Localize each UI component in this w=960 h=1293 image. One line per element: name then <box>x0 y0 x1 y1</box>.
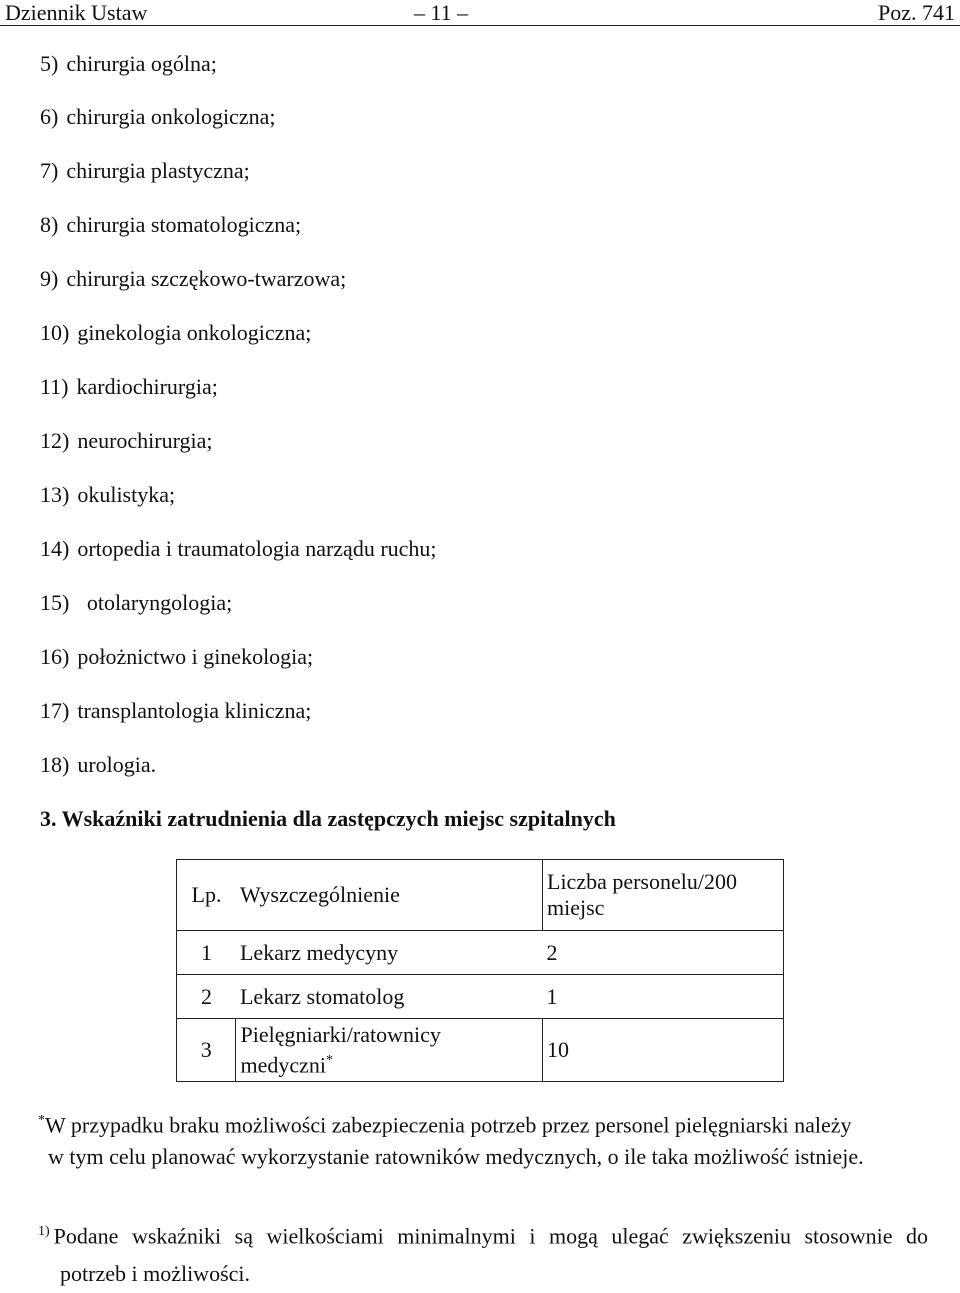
header-lp: Lp. <box>177 860 236 931</box>
list-item: 10) ginekologia onkologiczna; <box>40 320 312 345</box>
header-description: Wyszczególnienie <box>236 860 543 931</box>
cell-value: 2 <box>543 931 784 975</box>
list-item: 5) chirurgia ogólna; <box>40 51 217 76</box>
list-item: 9) chirurgia szczękowo-twarzowa; <box>40 266 347 291</box>
page-header <box>0 0 960 26</box>
numbered-footnote <box>38 1213 928 1293</box>
list-item: 12) neurochirurgia; <box>40 428 213 453</box>
list-item: 11) kardiochirurgia; <box>40 374 218 399</box>
cell-description: Lekarz medycyny <box>236 931 543 975</box>
cell-lp: 1 <box>177 931 236 975</box>
note-line-1: $^{1)}$ Podane wskaźniki są wielkościami minimalnymi i mogą ulegać zwiększeniu stosownie do <box>38 1223 928 1249</box>
list-item: 17) transplantologia kliniczna; <box>40 698 312 723</box>
list-item: 6) chirurgia onkologiczna; <box>40 104 276 129</box>
table-row <box>177 931 784 975</box>
footnote-marker: * <box>326 1052 334 1068</box>
cell-lp: 2 <box>177 975 236 1019</box>
list-item: 18) urologia. <box>40 752 157 777</box>
table-row <box>177 975 784 1019</box>
list-item: 13) okulistyka; <box>40 482 176 507</box>
list-item: 16) położnictwo i ginekologia; <box>40 644 314 669</box>
page-number: – 11 – <box>414 0 469 25</box>
note-line-2: potrzeb i możliwości. <box>60 1261 251 1287</box>
cell-value: 10 <box>543 1019 784 1082</box>
footnote-line-1: *W przypadku braku możliwości zabezpieczenia potrzeb przez personel pielęgniarski należy <box>38 1112 852 1138</box>
header-rule <box>0 25 960 26</box>
list-item: 8) chirurgia stomatologiczna; <box>40 212 302 237</box>
list-item: 14) ortopedia i traumatologia narządu ruchu; <box>40 536 437 561</box>
cell-description <box>236 1019 543 1082</box>
cell-value: 1 <box>543 975 784 1019</box>
table-row <box>177 1019 784 1082</box>
footnote-mark: * <box>38 1113 45 1128</box>
section-title: 3. Wskaźniki zatrudnienia dla zastępczych miejsc szpitalnych <box>40 806 616 831</box>
table-header-row <box>177 860 784 931</box>
header-staff-count: Liczba personelu/200 miejsc <box>543 860 784 931</box>
note-mark: 1) <box>38 1224 50 1239</box>
list-item: 15) otolaryngologia; <box>40 590 233 615</box>
description-text: Pielęgniarki/ratownicy medyczni <box>240 1021 441 1078</box>
cell-lp: 3 <box>177 1019 236 1082</box>
staffing-table <box>176 859 784 1082</box>
journal-name: Dziennik Ustaw <box>5 0 148 25</box>
cell-description: Lekarz stomatolog <box>236 975 543 1019</box>
list-item: 7) chirurgia plastyczna; <box>40 158 250 183</box>
asterisk-footnote <box>38 1105 928 1173</box>
position-number: Poz. 741 <box>878 0 955 25</box>
footnote-line-2: w tym celu planować wykorzystanie ratowników medycznych, o ile taka możliwość istnieje. <box>48 1144 864 1170</box>
